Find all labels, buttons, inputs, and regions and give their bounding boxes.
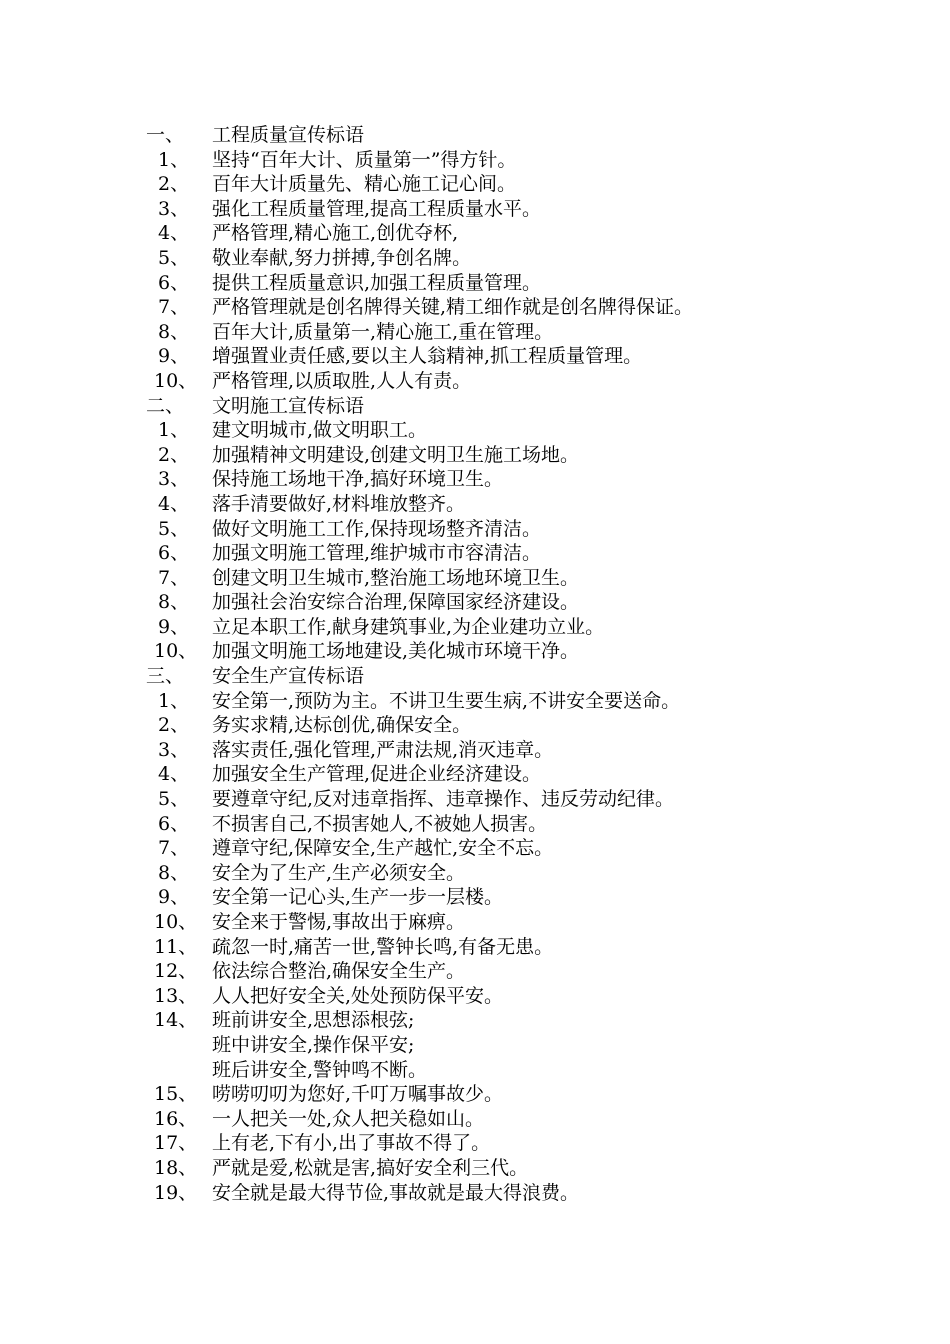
list-item [0, 369, 950, 394]
item-number: 3、 [158, 468, 190, 491]
item-number: 17、 [154, 1132, 198, 1155]
item-text: 提供工程质量意识,加强工程质量管理。 [212, 271, 542, 294]
item-number: 1、 [158, 689, 190, 712]
list-item [0, 910, 950, 935]
list-item [0, 197, 950, 222]
list-item [0, 935, 950, 960]
item-text: 落手清要做好,材料堆放整齐。 [212, 492, 466, 515]
list-item [0, 615, 950, 640]
item-text: 建文明城市,做文明职工。 [212, 419, 428, 442]
item-text: 安全就是最大得节俭,事故就是最大得浪费。 [212, 1181, 580, 1204]
list-item [0, 836, 950, 861]
list-item [0, 566, 950, 591]
item-text: 严格管理,精心施工,创优夺杯, [212, 222, 459, 245]
list-item [0, 172, 950, 197]
item-text: 安全第一,预防为主。不讲卫生要生病,不讲安全要送命。 [212, 689, 681, 712]
item-number: 10、 [154, 911, 198, 933]
item-text: 要遵章守纪,反对违章指挥、违章操作、违反劳动纪律。 [212, 788, 675, 811]
list-item [0, 1008, 950, 1033]
list-item [0, 443, 950, 468]
item-text: 一人把关一处,众人把关稳如山。 [212, 1107, 485, 1130]
item-number: 9、 [158, 345, 190, 368]
list-item [0, 148, 950, 173]
item-number: 8、 [158, 861, 190, 884]
item-number: 3、 [158, 738, 190, 761]
list-item [0, 271, 950, 296]
section-heading [0, 394, 950, 419]
item-number: 7、 [158, 296, 190, 319]
item-text: 班后讲安全,警钟鸣不断。 [212, 1058, 428, 1081]
item-number: 2、 [158, 443, 190, 466]
item-number: 12、 [154, 960, 198, 983]
item-number: 7、 [158, 837, 190, 860]
item-text: 立足本职工作,献身建筑事业,为企业建功立业。 [212, 615, 605, 638]
item-text: 严格管理,以质取胜,人人有责。 [212, 369, 472, 392]
item-text: 加强文明施工管理,维护城市市容清洁。 [212, 542, 542, 565]
item-text: 百年大计,质量第一,精心施工,重在管理。 [212, 320, 554, 343]
item-text: 安全来于警惕,事故出于麻痹。 [212, 911, 466, 933]
item-number: 5、 [158, 246, 190, 269]
list-item-continuation [0, 1033, 950, 1058]
list-item [0, 221, 950, 246]
item-text: 敬业奉献,努力拼搏,争创名牌。 [212, 246, 472, 269]
item-number: 5、 [158, 517, 190, 540]
item-text: 唠唠叨叨为您好,千叮万嘱事故少。 [212, 1083, 504, 1106]
item-text: 不损害自己,不损害她人,不被她人损害。 [212, 812, 548, 835]
section-marker: 二、 [146, 394, 185, 417]
section-title: 文明施工宣传标语 [212, 394, 365, 417]
item-number: 2、 [158, 173, 190, 196]
item-number: 4、 [158, 763, 190, 786]
item-number: 6、 [158, 271, 190, 294]
item-number: 7、 [158, 566, 190, 589]
list-item [0, 590, 950, 615]
item-text: 安全为了生产,生产必须安全。 [212, 861, 466, 884]
item-text: 务实求精,达标创优,确保安全。 [212, 714, 472, 737]
item-number: 1、 [158, 148, 190, 171]
list-item [0, 639, 950, 664]
list-item [0, 738, 950, 763]
item-number: 6、 [158, 812, 190, 835]
list-item [0, 1131, 950, 1156]
list-item [0, 541, 950, 566]
item-number: 14、 [154, 1009, 198, 1032]
item-text: 加强精神文明建设,创建文明卫生施工场地。 [212, 443, 580, 466]
item-number: 4、 [158, 222, 190, 245]
list-item [0, 517, 950, 542]
list-item [0, 246, 950, 271]
item-text: 遵章守纪,保障安全,生产越忙,安全不忘。 [212, 837, 554, 860]
item-number: 1、 [158, 419, 190, 442]
list-item [0, 344, 950, 369]
slogan-list [0, 123, 950, 1205]
item-text: 上有老,下有小,出了事故不得了。 [212, 1132, 491, 1155]
item-number: 8、 [158, 591, 190, 614]
item-text: 加强安全生产管理,促进企业经济建设。 [212, 763, 542, 786]
item-number: 19、 [154, 1181, 198, 1204]
item-text: 保持施工场地干净,搞好环境卫生。 [212, 468, 504, 491]
list-item [0, 689, 950, 714]
list-item [0, 959, 950, 984]
item-text: 增强置业责任感,要以主人翁精神,抓工程质量管理。 [212, 345, 643, 368]
section-title: 安全生产宣传标语 [212, 665, 365, 688]
list-item [0, 861, 950, 886]
item-number: 9、 [158, 886, 190, 909]
list-item-continuation [0, 1058, 950, 1083]
item-text: 坚持“百年大计、质量第一”得方针。 [212, 148, 517, 171]
item-number: 13、 [154, 984, 198, 1007]
item-number: 2、 [158, 714, 190, 737]
item-text: 做好文明施工工作,保持现场整齐清洁。 [212, 517, 542, 540]
list-item [0, 1107, 950, 1132]
item-text: 疏忽一时,痛苦一世,警钟长鸣,有备无患。 [212, 935, 554, 958]
list-item [0, 812, 950, 837]
item-number: 4、 [158, 492, 190, 515]
section-marker: 三、 [146, 665, 185, 688]
item-text: 班中讲安全,操作保平安; [212, 1033, 415, 1056]
list-item [0, 1156, 950, 1181]
item-text: 安全第一记心头,生产一步一层楼。 [212, 886, 504, 909]
item-number: 5、 [158, 788, 190, 811]
item-text: 人人把好安全关,处处预防保平安。 [212, 984, 504, 1007]
item-text: 依法综合整治,确保安全生产。 [212, 960, 466, 983]
section-heading [0, 123, 950, 148]
list-item [0, 492, 950, 517]
item-number: 16、 [154, 1107, 198, 1130]
item-number: 6、 [158, 542, 190, 565]
item-number: 15、 [154, 1083, 198, 1106]
item-number: 9、 [158, 615, 190, 638]
list-item [0, 1082, 950, 1107]
list-item [0, 787, 950, 812]
item-number: 10、 [154, 640, 198, 663]
list-item [0, 984, 950, 1009]
item-number: 11、 [154, 935, 198, 958]
list-item [0, 320, 950, 345]
item-text: 百年大计质量先、精心施工记心间。 [212, 173, 517, 196]
item-text: 严就是爱,松就是害,搞好安全利三代。 [212, 1156, 529, 1179]
item-text: 严格管理就是创名牌得关键,精工细作就是创名牌得保证。 [212, 296, 694, 319]
item-number: 10、 [154, 369, 198, 392]
list-item [0, 762, 950, 787]
item-text: 加强文明施工场地建设,美化城市环境干净。 [212, 640, 580, 663]
item-number: 18、 [154, 1156, 198, 1179]
item-number: 8、 [158, 320, 190, 343]
list-item [0, 418, 950, 443]
list-item [0, 713, 950, 738]
item-text: 落实责任,强化管理,严肃法规,消灭违章。 [212, 738, 554, 761]
item-number: 3、 [158, 197, 190, 220]
section-marker: 一、 [146, 124, 185, 146]
item-text: 加强社会治安综合治理,保障国家经济建设。 [212, 591, 580, 614]
list-item [0, 1181, 950, 1206]
item-text: 强化工程质量管理,提高工程质量水平。 [212, 197, 542, 220]
item-text: 创建文明卫生城市,整治施工场地环境卫生。 [212, 566, 580, 589]
list-item [0, 295, 950, 320]
list-item [0, 885, 950, 910]
section-title: 工程质量宣传标语 [212, 124, 365, 146]
section-heading [0, 664, 950, 689]
list-item [0, 467, 950, 492]
item-text: 班前讲安全,思想添根弦; [212, 1009, 415, 1032]
